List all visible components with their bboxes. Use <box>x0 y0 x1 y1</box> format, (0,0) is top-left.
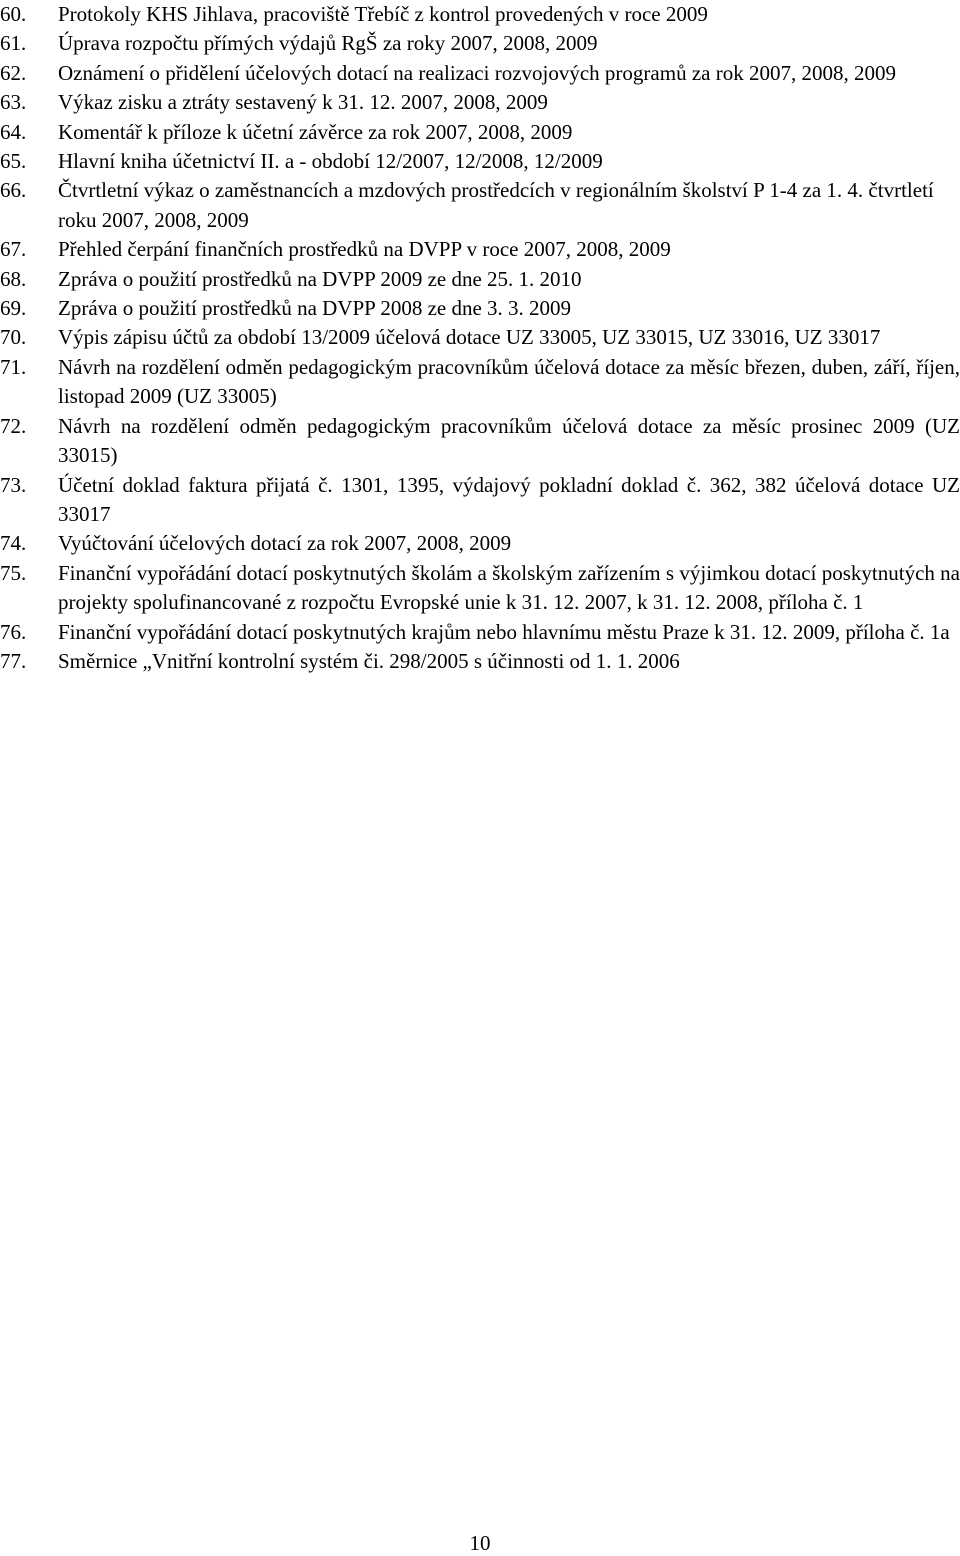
list-item <box>0 412 960 471</box>
item-text: Finanční vypořádání dotací poskytnutých školám a školským zařízením s výjimkou dotací poskytnutých na projekty spolufinancované z rozpočtu Evropské unie k 31. 12. 2007, k 31. 12. 2008, příloha č. 1 <box>58 560 960 615</box>
item-number: 60. <box>0 2 27 26</box>
list-item <box>0 176 960 235</box>
item-text: Výkaz zisku a ztráty sestavený k 31. 12. 2007, 2008, 2009 <box>58 90 548 115</box>
item-text: Zpráva o použití prostředků na DVPP 2009 ze dne 25. 1. 2010 <box>58 266 582 291</box>
item-number: 69. <box>0 296 27 321</box>
list-item <box>0 118 960 147</box>
list-item <box>0 323 960 352</box>
item-number: 65. <box>0 149 27 174</box>
item-text: Návrh na rozdělení odměn pedagogickým pracovníkům účelová dotace za měsíc březen, duben, září, říjen, listopad 2009 (UZ 33005) <box>58 354 960 409</box>
item-text: Oznámení o přidělení účelových dotací na realizaci rozvojových programů za rok 2007, 2008, 2009 <box>58 60 896 85</box>
item-text: Čtvrtletní výkaz o zaměstnancích a mzdových prostředcích v regionálním školství P 1-4 za 1. 4. čtvrtletí roku 2007, 2008, 2009 <box>58 178 934 232</box>
item-number: 74. <box>0 531 27 556</box>
item-number: 75. <box>0 560 27 585</box>
item-text: Účetní doklad faktura přijatá č. 1301, 1395, výdajový pokladní doklad č. 362, 382 účelová dotace UZ 33017 <box>58 472 960 526</box>
item-text: Protokoly KHS Jihlava, pracoviště Třebíč z kontrol provedených v roce 2009 <box>58 2 708 26</box>
item-number: 68. <box>0 266 27 291</box>
item-text: Zpráva o použití prostředků na DVPP 2008 ze dne 3. 3. 2009 <box>58 296 572 321</box>
page-number: 10 <box>469 1531 491 1555</box>
item-number: 67. <box>0 237 27 262</box>
item-number: 66. <box>0 178 27 203</box>
item-number: 73. <box>0 472 27 497</box>
item-number: 61. <box>0 31 27 56</box>
item-number: 70. <box>0 325 27 350</box>
item-text: Směrnice „Vnitřní kontrolní systém či. 298/2005 s účinnosti od 1. 1. 2006 <box>58 648 680 673</box>
item-text: Hlavní kniha účetnictví II. a - období 12/2007, 12/2008, 12/2009 <box>58 149 603 174</box>
item-text: Výpis zápisu účtů za období 13/2009 účelová dotace UZ 33005, UZ 33015, UZ 33016, UZ 33017 <box>58 325 881 350</box>
item-number: 77. <box>0 648 27 673</box>
list-item <box>0 471 960 530</box>
item-text: Komentář k příloze k účetní závěrce za rok 2007, 2008, 2009 <box>58 119 573 144</box>
list-item <box>0 559 960 618</box>
list-item <box>0 647 960 676</box>
item-number: 63. <box>0 90 27 115</box>
list-item <box>0 529 960 558</box>
list-item <box>0 235 960 264</box>
item-number: 64. <box>0 119 27 144</box>
list-item <box>0 618 960 647</box>
item-number: 62. <box>0 60 27 85</box>
item-text: Vyúčtování účelových dotací za rok 2007, 2008, 2009 <box>58 531 512 556</box>
list-item <box>0 353 960 412</box>
list-item <box>0 59 960 88</box>
document-list <box>0 0 960 676</box>
list-item <box>0 29 960 58</box>
item-text: Přehled čerpání finančních prostředků na DVPP v roce 2007, 2008, 2009 <box>58 237 671 262</box>
list-item <box>0 265 960 294</box>
item-text: Úprava rozpočtu přímých výdajů RgŠ za roky 2007, 2008, 2009 <box>58 31 598 56</box>
item-text: Finanční vypořádání dotací poskytnutých krajům nebo hlavnímu městu Praze k 31. 12. 2009, příloha č. 1a <box>58 619 950 644</box>
item-number: 72. <box>0 413 27 438</box>
list-item <box>0 147 960 176</box>
list-item <box>0 0 960 29</box>
item-text: Návrh na rozdělení odměn pedagogickým pracovníkům účelová dotace za měsíc prosinec 2009 (UZ 33015) <box>58 413 960 468</box>
list-item <box>0 294 960 323</box>
item-number: 76. <box>0 619 27 644</box>
list-item <box>0 88 960 117</box>
item-number: 71. <box>0 354 27 379</box>
